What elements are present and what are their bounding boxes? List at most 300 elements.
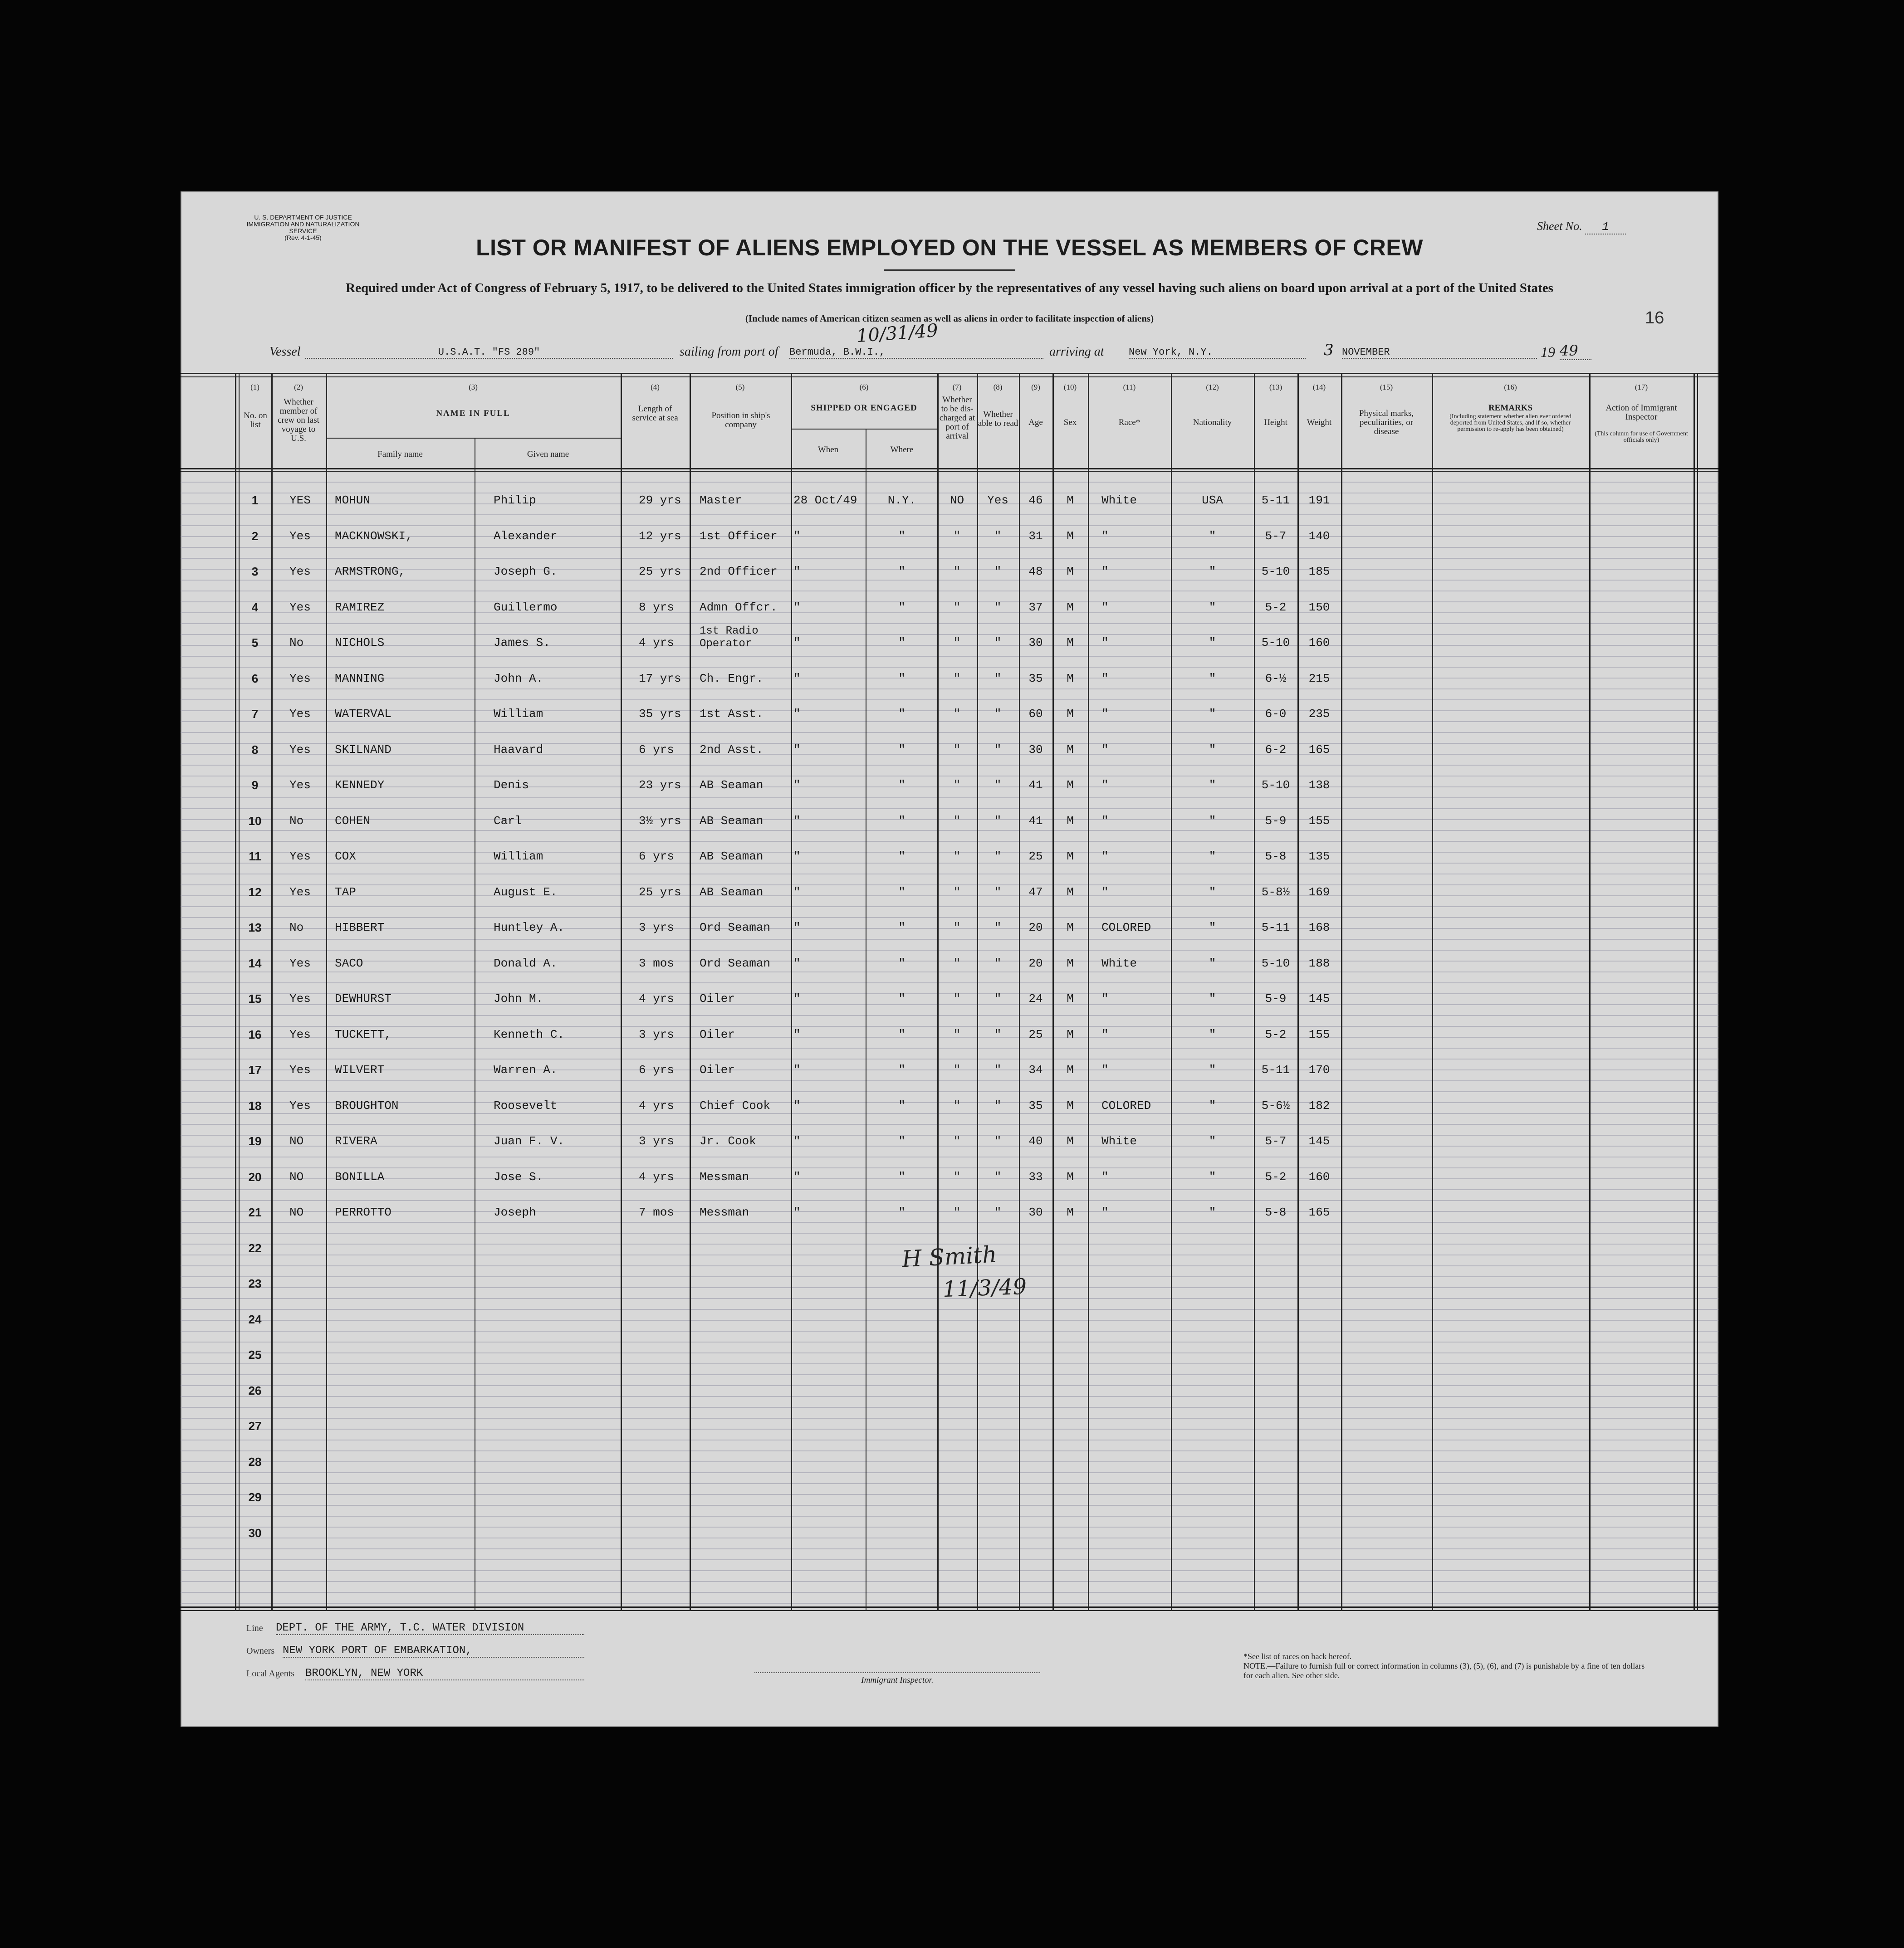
cell-discharged: " — [953, 1170, 961, 1184]
col-header-given-name: Given name — [527, 449, 569, 459]
cell-family: HIBBERT — [335, 921, 385, 934]
cell-race: " — [1101, 565, 1109, 578]
cell-nationality: " — [1209, 1170, 1216, 1184]
cell-no: 21 — [248, 1206, 262, 1219]
cell-family: NICHOLS — [335, 636, 385, 649]
cell-race: COLORED — [1101, 921, 1151, 934]
cell-family: TAP — [335, 885, 356, 899]
cell-read: " — [994, 529, 1002, 543]
cell-age: 30 — [1028, 1206, 1043, 1219]
sheet-number-block — [1537, 220, 1626, 234]
cell-where: " — [898, 529, 906, 543]
blank-row — [181, 1412, 1718, 1447]
cell-nationality: " — [1209, 529, 1216, 543]
cell-sex: M — [1067, 956, 1074, 970]
cell-when: " — [793, 1206, 801, 1219]
cell-sex: M — [1067, 850, 1074, 863]
cell-discharged: " — [953, 956, 961, 970]
cell-age: 33 — [1028, 1170, 1043, 1184]
cell-no: 18 — [248, 1098, 262, 1113]
cell-service: 7 mos — [639, 1206, 675, 1219]
cell-sex: M — [1067, 493, 1074, 507]
col-num-16: (16) — [1504, 383, 1517, 391]
cell-no: 22 — [248, 1241, 262, 1255]
title-underline — [884, 269, 1015, 271]
cell-given: Kenneth C. — [494, 1027, 565, 1041]
crew-row — [181, 771, 1718, 806]
col-header-no: No. on list — [244, 411, 267, 430]
cell-race: " — [1101, 885, 1109, 899]
cell-no: 15 — [248, 992, 262, 1006]
cell-where: " — [898, 885, 906, 899]
cell-when: " — [793, 636, 801, 649]
cell-last: YES — [289, 493, 311, 507]
arrival-day: 3 — [1324, 341, 1334, 359]
col-header-race: Race* — [1118, 418, 1140, 427]
sheet-number-label: Sheet No. — [1537, 220, 1582, 233]
cell-service: 4 yrs — [639, 1170, 675, 1184]
cell-service: 3½ yrs — [639, 814, 681, 828]
crew-row — [181, 878, 1718, 913]
cell-height: 5-10 — [1261, 956, 1290, 970]
cell-discharged: " — [953, 1098, 961, 1113]
cell-weight: 188 — [1308, 956, 1330, 970]
cell-discharged: " — [953, 778, 961, 792]
cell-given: Denis — [494, 778, 529, 792]
cell-given: Haavard — [494, 742, 543, 757]
cell-weight: 235 — [1308, 707, 1330, 721]
cell-no: 11 — [249, 850, 261, 863]
cell-race: " — [1101, 529, 1109, 543]
cell-when: " — [793, 956, 801, 970]
races-note: *See list of races on back hereof. — [1243, 1652, 1352, 1661]
col-num-14: (14) — [1312, 383, 1326, 391]
cell-position: Messman — [700, 1206, 749, 1219]
cell-no: 6 — [251, 671, 259, 685]
cell-age: 20 — [1028, 921, 1043, 934]
cell-given: Joseph — [494, 1206, 536, 1219]
cell-height: 5-2 — [1265, 600, 1287, 614]
cell-read: Yes — [987, 493, 1008, 507]
crew-row — [181, 1198, 1718, 1234]
cell-sex: M — [1067, 600, 1074, 614]
cell-sex: M — [1067, 565, 1074, 578]
cell-family: BONILLA — [335, 1170, 385, 1184]
cell-height: 6-0 — [1265, 707, 1287, 721]
col-header-when: When — [817, 445, 839, 454]
cell-service: 4 yrs — [639, 1098, 675, 1113]
cell-nationality: " — [1209, 707, 1216, 721]
cell-read: " — [994, 742, 1002, 757]
cell-position: Admn Offcr. — [700, 600, 778, 614]
cell-read: " — [994, 1098, 1002, 1113]
col-num-4: (4) — [651, 383, 660, 391]
cell-given: Jose S. — [494, 1170, 543, 1184]
cell-service: 12 yrs — [639, 529, 681, 543]
cell-where: " — [898, 671, 906, 685]
cell-service: 6 yrs — [639, 742, 675, 757]
cell-weight: 165 — [1308, 742, 1330, 757]
cell-discharged: NO — [950, 493, 964, 507]
table-bottom-rule — [181, 1606, 1718, 1608]
cell-last: Yes — [289, 1063, 311, 1077]
cell-no: 20 — [248, 1170, 262, 1184]
col-header-family-name: Family name — [377, 449, 423, 459]
cell-family: RAMIREZ — [335, 600, 385, 614]
cell-weight: 155 — [1308, 814, 1330, 828]
cell-given: Joseph G. — [494, 565, 558, 578]
cell-service: 25 yrs — [639, 885, 681, 899]
cell-when: " — [793, 707, 801, 721]
cell-discharged: " — [953, 1027, 961, 1041]
col-num-12: (12) — [1206, 383, 1219, 391]
page-subtitle: Required under Act of Congress of February 5, 1917, to be delivered to the United States immigration officer by the representatives of any vessel having such aliens on board upon arrival at a port of the United States — [346, 281, 1553, 295]
cell-last: Yes — [289, 1027, 311, 1041]
cell-where: " — [898, 600, 906, 614]
arrival-month: NOVEMBER — [1342, 347, 1537, 359]
cell-nationality: " — [1209, 636, 1216, 649]
col-header-remarks: REMARKS — [1488, 403, 1533, 413]
cell-given: Juan F. V. — [494, 1134, 565, 1148]
cell-no: 17 — [248, 1063, 262, 1077]
col-num-9: (9) — [1031, 383, 1040, 391]
cell-position: AB Seaman — [700, 778, 764, 792]
cell-sex: M — [1067, 778, 1074, 792]
cell-given: Carl — [494, 814, 522, 828]
cell-discharged: " — [953, 850, 961, 863]
cell-service: 23 yrs — [639, 778, 681, 792]
blank-row — [181, 1377, 1718, 1412]
cell-no: 30 — [248, 1526, 262, 1540]
cell-last: No — [289, 921, 304, 934]
cell-weight: 155 — [1308, 1027, 1330, 1041]
cell-read: " — [994, 565, 1002, 578]
crew-row — [181, 664, 1718, 700]
footer-agents-label: Local Agents — [246, 1669, 295, 1679]
col-num-17: (17) — [1635, 383, 1648, 391]
cell-family: SACO — [335, 956, 363, 970]
col-num-5: (5) — [735, 383, 745, 391]
cell-when: 28 Oct/49 — [793, 493, 857, 507]
cell-last: Yes — [289, 1098, 311, 1113]
cell-position: 1st Asst. — [700, 707, 764, 721]
arriving-label: arriving at — [1049, 345, 1104, 359]
cell-read: " — [994, 1134, 1002, 1148]
cell-last: Yes — [289, 956, 311, 970]
crew-row — [181, 949, 1718, 985]
cell-nationality: " — [1209, 778, 1216, 792]
col-num-7: (7) — [952, 383, 962, 391]
cell-discharged: " — [953, 814, 961, 828]
cell-when: " — [793, 600, 801, 614]
cell-height: 5-2 — [1265, 1170, 1287, 1184]
cell-discharged: " — [953, 707, 961, 721]
col-header-sex: Sex — [1063, 418, 1077, 427]
cell-where: " — [898, 565, 906, 578]
cell-family: COX — [335, 850, 356, 863]
col-header-position: Position in ship's company — [711, 411, 770, 430]
cell-age: 60 — [1028, 707, 1043, 721]
cell-weight: 168 — [1308, 921, 1330, 934]
cell-no: 28 — [248, 1455, 262, 1469]
cell-last: Yes — [289, 885, 311, 899]
crew-table — [181, 373, 1718, 1597]
cell-nationality: " — [1209, 565, 1216, 578]
cell-last: NO — [289, 1134, 304, 1148]
cell-race: " — [1101, 636, 1109, 649]
cell-sex: M — [1067, 742, 1074, 757]
blank-row — [181, 1519, 1718, 1554]
cell-no: 9 — [251, 778, 259, 792]
cell-discharged: " — [953, 671, 961, 685]
col-num-8: (8) — [993, 383, 1003, 391]
cell-last: Yes — [289, 992, 311, 1006]
inspector-signature-line — [754, 1672, 1040, 1673]
footer-owners-value: NEW YORK PORT OF EMBARKATION, — [283, 1645, 584, 1658]
cell-height: 5-8½ — [1261, 885, 1290, 899]
cell-discharged: " — [953, 565, 961, 578]
cell-nationality: " — [1209, 885, 1216, 899]
cell-nationality: " — [1209, 1134, 1216, 1148]
cell-age: 46 — [1028, 493, 1043, 507]
cell-nationality: " — [1209, 1063, 1216, 1077]
vessel-name: U.S.A.T. "FS 289" — [305, 347, 673, 359]
sailing-label: sailing from port of — [680, 345, 778, 359]
col-num-3: (3) — [469, 383, 478, 391]
cell-where: " — [898, 1206, 906, 1219]
cell-read: " — [994, 1206, 1002, 1219]
cell-given: Philip — [494, 493, 536, 507]
cell-weight: 170 — [1308, 1063, 1330, 1077]
cell-sex: M — [1067, 1098, 1074, 1113]
crew-row — [181, 1020, 1718, 1056]
cell-sex: M — [1067, 885, 1074, 899]
cell-read: " — [994, 814, 1002, 828]
cell-given: Huntley A. — [494, 921, 565, 934]
cell-nationality: " — [1209, 671, 1216, 685]
cell-read: " — [994, 636, 1002, 649]
crew-row — [181, 593, 1718, 629]
manifest-sheet — [181, 191, 1718, 1727]
cell-no: 10 — [248, 814, 262, 828]
cell-when: " — [793, 850, 801, 863]
crew-row — [181, 486, 1718, 522]
cell-nationality: " — [1209, 850, 1216, 863]
cell-read: " — [994, 1027, 1002, 1041]
cell-age: 31 — [1028, 529, 1043, 543]
cell-race: White — [1101, 493, 1137, 507]
cell-height: 5-9 — [1265, 814, 1287, 828]
crew-row — [181, 736, 1718, 771]
cell-given: Warren A. — [494, 1063, 558, 1077]
crew-row — [181, 1127, 1718, 1162]
cell-last: Yes — [289, 600, 311, 614]
cell-where: " — [898, 636, 906, 649]
cell-sex: M — [1067, 1206, 1074, 1219]
cell-last: Yes — [289, 778, 311, 792]
cell-weight: 185 — [1308, 565, 1330, 578]
col-header-where: Where — [890, 445, 914, 454]
sheet-number-value: 1 — [1585, 220, 1626, 234]
cell-last: Yes — [289, 529, 311, 543]
page-note: (Include names of American citizen seamen as well as aliens in order to facilitate inspection of aliens) — [745, 313, 1154, 324]
cell-discharged: " — [953, 742, 961, 757]
dept-line-3: (Rev. 4-1-45) — [284, 234, 322, 241]
cell-where: " — [898, 1063, 906, 1077]
cell-discharged: " — [953, 1206, 961, 1219]
col-header-remarks-note: (Including statement whether alien ever ordered deported from United States, and if so, whether permission to re-apply has been obtained) — [1449, 413, 1571, 433]
crew-row — [181, 807, 1718, 842]
cell-where: " — [898, 921, 906, 934]
cell-nationality: " — [1209, 1027, 1216, 1041]
dept-line-2: IMMIGRATION AND NATURALIZATION SERVICE — [246, 220, 360, 234]
col-header-read: Whether able to read — [978, 410, 1018, 428]
cell-no: 13 — [248, 921, 262, 934]
col-header-last-voyage: Whether member of crew on last voyage to U.S. — [278, 397, 319, 443]
cell-position: Chief Cook — [700, 1098, 771, 1113]
penalty-note: NOTE.—Failure to furnish full or correct information in columns (3), (5), (6), and (7) is punishable by a fine of ten dollars for each alien. See other side. — [1243, 1661, 1645, 1680]
cell-when: " — [793, 565, 801, 578]
cell-read: " — [994, 956, 1002, 970]
cell-height: 5-11 — [1261, 921, 1290, 934]
cell-weight: 145 — [1308, 1134, 1330, 1148]
vessel-line — [181, 341, 1718, 363]
cell-no: 29 — [248, 1490, 262, 1504]
cell-age: 25 — [1028, 1027, 1043, 1041]
cell-sex: M — [1067, 992, 1074, 1006]
port-from: Bermuda, B.W.I., — [789, 347, 1043, 359]
cell-height: 5-10 — [1261, 636, 1290, 649]
cell-nationality: " — [1209, 1098, 1216, 1113]
cell-given: James S. — [494, 636, 550, 649]
cell-position: AB Seaman — [700, 885, 764, 899]
cell-given: Alexander — [494, 529, 558, 543]
cell-nationality: " — [1209, 600, 1216, 614]
cell-height: 5-11 — [1261, 1063, 1290, 1077]
cell-where: " — [898, 1134, 906, 1148]
cell-family: DEWHURST — [335, 992, 392, 1006]
cell-race: " — [1101, 850, 1109, 863]
cell-sex: M — [1067, 636, 1074, 649]
page-mark: 16 — [1645, 308, 1664, 327]
cell-given: William — [494, 707, 543, 721]
cell-race: " — [1101, 1170, 1109, 1184]
cell-read: " — [994, 707, 1002, 721]
cell-age: 30 — [1028, 742, 1043, 757]
cell-given: John M. — [494, 992, 543, 1006]
handwritten-sailing-date: 10/31/49 — [856, 320, 939, 347]
cell-when: " — [793, 671, 801, 685]
year-suffix: 49 — [1560, 342, 1591, 360]
cell-height: 5-6½ — [1261, 1098, 1290, 1113]
cell-sex: M — [1067, 814, 1074, 828]
crew-row — [181, 557, 1718, 593]
cell-position: Master — [700, 493, 742, 507]
cell-read: " — [994, 671, 1002, 685]
cell-position: Jr. Cook — [700, 1134, 756, 1148]
cell-where: " — [898, 742, 906, 757]
cell-no: 27 — [248, 1419, 262, 1433]
cell-position: AB Seaman — [700, 850, 764, 863]
cell-discharged: " — [953, 1134, 961, 1148]
crew-row — [181, 625, 1718, 664]
cell-position: Oiler — [700, 1063, 735, 1077]
crew-rows — [181, 373, 1718, 1606]
cell-where: " — [898, 1027, 906, 1041]
cell-no: 26 — [248, 1383, 262, 1397]
cell-service: 3 mos — [639, 956, 675, 970]
cell-age: 37 — [1028, 600, 1043, 614]
cell-service: 4 yrs — [639, 992, 675, 1006]
cell-read: " — [994, 1063, 1002, 1077]
cell-when: " — [793, 742, 801, 757]
cell-race: " — [1101, 992, 1109, 1006]
cell-where: " — [898, 814, 906, 828]
cell-no: 23 — [248, 1277, 262, 1290]
cell-service: 3 yrs — [639, 1027, 675, 1041]
cell-no: 24 — [248, 1312, 262, 1326]
cell-nationality: " — [1209, 956, 1216, 970]
cell-weight: 160 — [1308, 636, 1330, 649]
cell-age: 20 — [1028, 956, 1043, 970]
cell-weight: 160 — [1308, 1170, 1330, 1184]
col-num-1: (1) — [250, 383, 259, 391]
crew-row — [181, 1163, 1718, 1198]
cell-position: Ord Seaman — [700, 956, 771, 970]
cell-service: 8 yrs — [639, 600, 675, 614]
cell-race: " — [1101, 671, 1109, 685]
cell-sex: M — [1067, 1170, 1074, 1184]
cell-read: " — [994, 778, 1002, 792]
col-header-physical: Physical marks, peculiarities, or disease — [1359, 409, 1414, 436]
cell-discharged: " — [953, 636, 961, 649]
cell-no: 16 — [248, 1027, 262, 1041]
cell-position: Oiler — [700, 992, 735, 1006]
cell-height: 6-2 — [1265, 742, 1287, 757]
crew-row — [181, 913, 1718, 949]
cell-nationality: " — [1209, 814, 1216, 828]
col-header-action-note: (This column for use of Government officials only) — [1595, 430, 1688, 444]
cell-when: " — [793, 1134, 801, 1148]
cell-discharged: " — [953, 600, 961, 614]
col-num-6: (6) — [859, 383, 869, 391]
vessel-label: Vessel — [269, 345, 301, 359]
inspector-signature-label: Immigrant Inspector. — [861, 1675, 934, 1685]
footer-line-value: DEPT. OF THE ARMY, T.C. WATER DIVISION — [276, 1622, 584, 1635]
cell-height: 5-10 — [1261, 778, 1290, 792]
cell-weight: 165 — [1308, 1206, 1330, 1219]
cell-race: COLORED — [1101, 1098, 1151, 1113]
cell-sex: M — [1067, 529, 1074, 543]
cell-family: MACKNOWSKI, — [335, 529, 413, 543]
cell-position: Ch. Engr. — [700, 671, 764, 685]
cell-race: " — [1101, 1063, 1109, 1077]
cell-where: N.Y. — [887, 493, 916, 507]
cell-service: 4 yrs — [639, 636, 675, 649]
cell-service: 25 yrs — [639, 565, 681, 578]
cell-weight: 215 — [1308, 671, 1330, 685]
cell-when: " — [793, 529, 801, 543]
cell-position: Oiler — [700, 1027, 735, 1041]
cell-position: 2nd Officer — [700, 565, 778, 578]
cell-when: " — [793, 814, 801, 828]
cell-where: " — [898, 1098, 906, 1113]
col-header-nationality: Nationality — [1193, 418, 1232, 427]
crew-row — [181, 1056, 1718, 1091]
cell-age: 35 — [1028, 1098, 1043, 1113]
col-header-age: Age — [1028, 418, 1043, 427]
cell-sex: M — [1067, 707, 1074, 721]
